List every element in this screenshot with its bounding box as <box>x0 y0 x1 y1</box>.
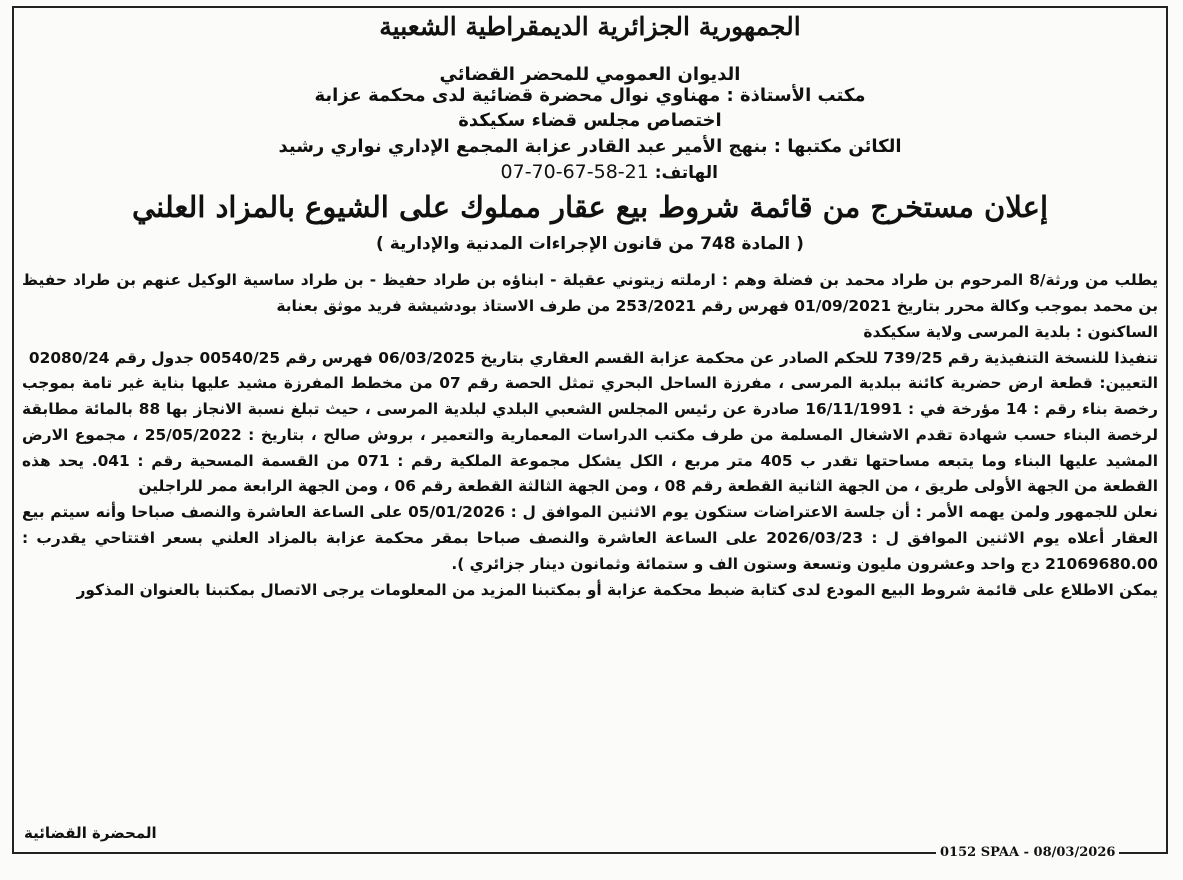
phone-number: 07-70-67-58-21 <box>500 161 649 184</box>
country-heading: الجمهورية الجزائرية الديمقراطية الشعبية <box>379 12 801 41</box>
paragraph-execution: تنفيذا للنسخة التنفيذية رقم 739/25 للحكم الصادر عن محكمة عزابة القسم العقاري بتاريخ 06/03/2025 فهرس رقم 00540/25 جدول رقم 02080/24 <box>28 348 1158 367</box>
paragraph-designation: التعيين: قطعة ارض حضرية كائنة ببلدية المرسى ، مفرزة الساحل البحري تمثل الحصة رقم 07 من مخطط المفرزة مشيد عليها بناية غير تامة بموجب رخصة بناء رقم : 14 مؤرخة في : 16/11/1991 صادرة عن رئيس المجلس الشعبي البلدي لبلدية المرسى ، حيث تبلغ نسبة الانجاز بها 88 بالمائة مطابقة لرخصة البناء حسب شهادة تقدم الاشغال المسلمة من طرف مكتب الدراسات المعمارية والتعمير ، بروش صالح ، بتاريخ : 25/05/2022 ، مجموع الارض المشيد عليها البناء وما يتبعه مساحتها تقدر ب 405 متر مربع ، الكل يشكل مجموعة الملكية رقم : 071 من القسمة المسحية رقم : 041. يحد هذه القطعة من الجهة الأولى طريق ، من الجهة الثانية القطعة رقم 08 ، ومن الجهة الثالثة القطعة رقم 06 ، ومن الجهة الرابعة ممر للراجلين <box>22 374 1159 496</box>
signature: المحضرة القضائية <box>24 824 157 842</box>
jurisdiction-heading: اختصاص مجلس قضاء سكيكدة <box>458 109 722 131</box>
reference-code: 0152 SPAA - 08/03/2026 <box>936 845 1119 860</box>
bailiff-heading: مكتب الأستاذة : مهناوي نوال محضرة قضائية لدى محكمة عزابة <box>314 84 866 106</box>
phone-line <box>14 161 1166 183</box>
paragraph-heirs: يطلب من ورثة/8 المرحوم بن طراد محمد بن فضلة وهم : ارملته زيتوني عقيلة - ابناؤه بن طراد حفيظ - بن طراد ساسية الوكيل عنهم بن طراد حفيظ بن محمد بموجب وكالة محرر بتاريخ 01/09/2021 فهرس رقم 253/2021 من طرف الاستاذ بودشيشة فريد موثق بعنابة <box>22 271 1158 315</box>
notice-body <box>22 268 1158 603</box>
paragraph-residence: الساكنون : بلدية المرسى ولاية سكيكدة <box>863 322 1158 341</box>
notice-article: ( المادة 748 من قانون الإجراءات المدنية والإدارية ) <box>376 234 804 255</box>
office-heading: الديوان العمومي للمحضر القضائي <box>439 63 741 85</box>
address-line: الكائن مكتبها : بنهج الأمير عبد القادر عزابة المجمع الإداري نواري رشيد <box>278 136 902 158</box>
paragraph-contact: يمكن الاطلاع على قائمة شروط البيع المودع لدى كتابة ضبط محكمة عزابة أو بمكتبنا المزيد من المعلومات يرجى الاتصال بمكتبنا بالعنوان المذكور <box>76 580 1158 599</box>
phone-label: الهاتف: <box>654 163 718 184</box>
notice-title: إعلان مستخرج من قائمة شروط بيع عقار مملوك على الشيوع بالمزاد العلني <box>131 189 1049 224</box>
paragraph-announcement: نعلن للجمهور ولمن يهمه الأمر : أن جلسة الاعتراضات ستكون يوم الاثنين الموافق ل : 05/01/2026 على الساعة العاشرة والنصف صباحا وأنه سيتم بيع العقار أعلاه يوم الاثنين الموافق ل : 2026/03/23 على الساعة العاشرة والنصف صباحا بمقر محكمة عزابة بالمزاد العلني بسعر افتتاحي يقدرب : 21069680.00 دج واحد وعشرون مليون وتسعة وستون الف و ستمائة وثمانون دينار جزائري ). <box>22 503 1159 573</box>
notice-frame <box>12 6 1168 854</box>
